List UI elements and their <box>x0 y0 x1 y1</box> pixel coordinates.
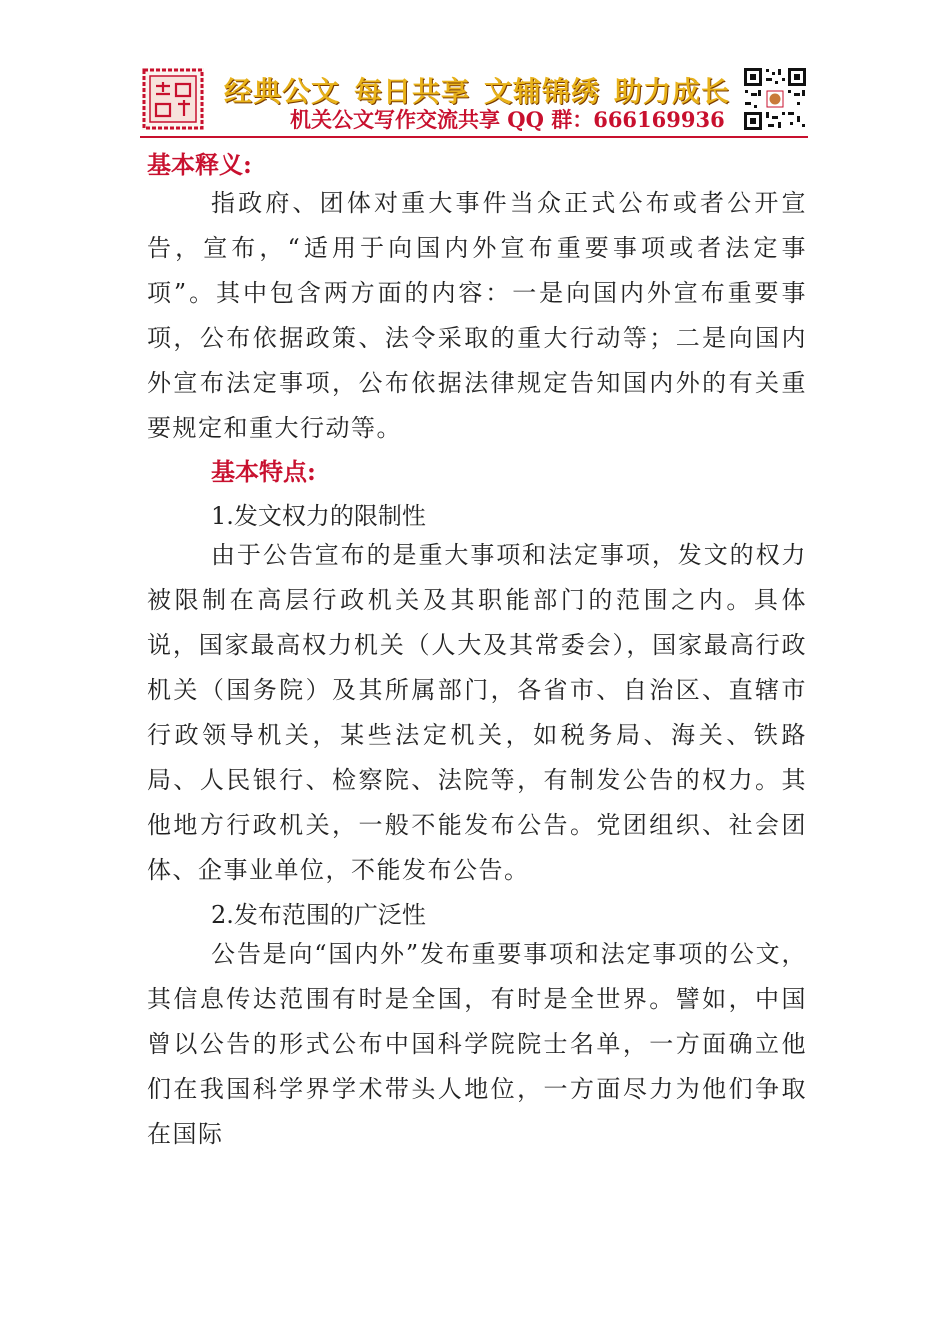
slogan-part: 经典公文 <box>224 75 341 108</box>
feature-1-paragraph: 由于公告宣布的是重大事项和法定事项，发文的权力被限制在高层行政机关及其职能部门的范围之内。具体说，国家最高权力机关（人大及其常委会），国家最高行政机关（国务院）及其所属部门，各省市、自治区、直辖市行政领导机关，某些法定机关，如税务局、海关、铁路局、人民银行、检察院、法院等，有制发公告的权力。其他地方行政机关，一般不能发布公告。党团组织、社会团体、企事业单位，不能发布公告。 <box>147 541 807 884</box>
brand-logo <box>142 68 204 130</box>
slogan-part: 文辅锦绣 <box>484 75 601 108</box>
slogan-part: 每日共享 <box>354 75 471 108</box>
definition-paragraph: 指政府、团体对重大事件当众正式公布或者公开宣告，宣布，“适用于向国内外宣布重要事项或者法定事项”。其中包含两方面的内容：一是向国内外宣布重要事项，公布依据政策、法令采取的重大行动等；二是向国内外宣布法定事项，公布依据法律规定告知国内外的有关重要规定和重大行动等。 <box>147 189 807 442</box>
slogan-part: 助力成长 <box>614 75 731 108</box>
feature-2-title: 2.发布范围的广泛性 <box>211 901 426 929</box>
definition-heading: 基本释义: <box>147 150 252 179</box>
features-heading: 基本特点: <box>211 457 316 486</box>
feature-1-title: 1.发文权力的限制性 <box>211 502 426 530</box>
qq-group-line: 机关公文写作交流共享 QQ 群：666169936 <box>290 107 725 132</box>
feature-2-paragraph: 公告是向“国内外”发布重要事项和法定事项的公文，其信息传达范围有时是全国，有时是全世界。譬如，中国曾以公告的形式公布中国科学院院士名单，一方面确立他们在我国科学界学术带头人地位，一方面尽力为他们争取在国际 <box>147 940 807 1148</box>
qr-code-icon[interactable] <box>742 66 808 132</box>
header-banner <box>140 64 808 138</box>
